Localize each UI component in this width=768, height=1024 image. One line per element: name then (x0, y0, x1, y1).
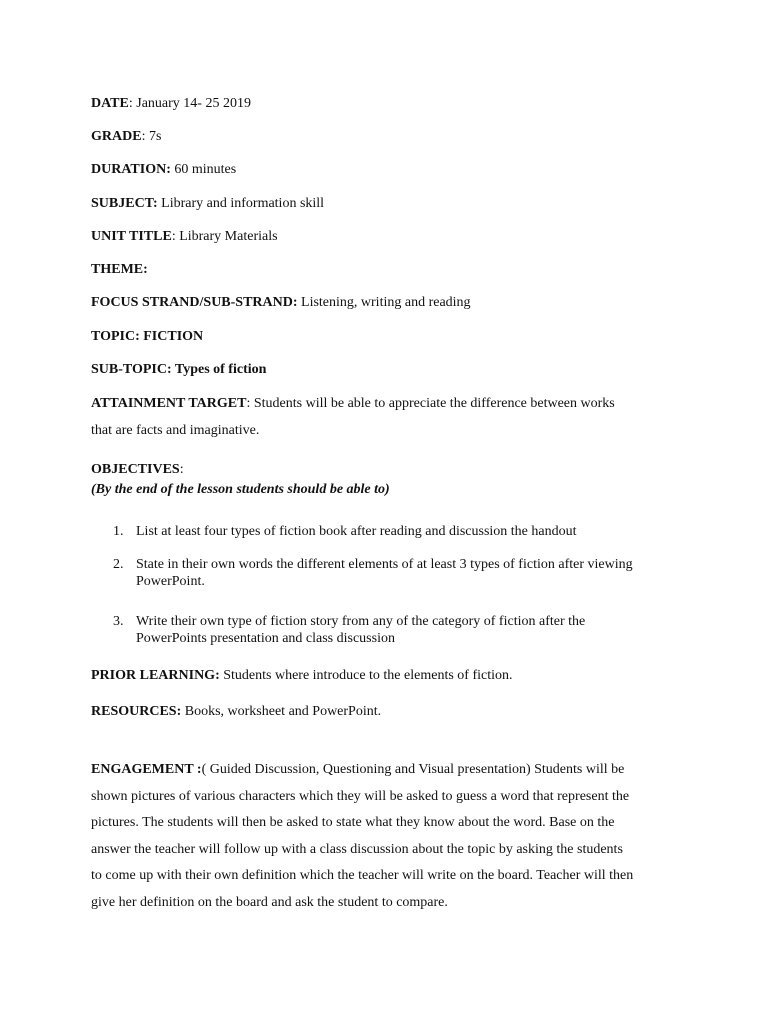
attainment-line-2: that are facts and imaginative. (91, 422, 260, 438)
focus-strand-field (91, 294, 471, 311)
theme-field (91, 261, 148, 278)
engagement-section (91, 761, 691, 921)
objective-text: List at least four types of fiction book after reading and discussion the handout (136, 524, 577, 539)
engagement-line-6: give her definition on the board and ask the student to compare. (91, 894, 448, 910)
attainment-label: ATTAINMENT TARGET (91, 396, 247, 411)
grade-sep: : (141, 129, 149, 144)
subtopic-field (91, 361, 266, 378)
objective-item-3 (113, 613, 585, 647)
date-value: January 14- 25 2019 (136, 96, 251, 111)
engagement-line-4: answer the teacher will follow up with a class discussion about the topic by asking the students (91, 841, 623, 857)
objective-item-2 (113, 556, 633, 590)
unit-title-value: Library Materials (179, 229, 278, 244)
resources-value: Books, worksheet and PowerPoint. (184, 704, 382, 719)
engagement-line-5: to come up with their own definition which the teacher will write on the board. Teacher will then (91, 868, 634, 884)
objectives-heading (91, 461, 184, 478)
date-field (91, 95, 251, 112)
topic-label: TOPIC: FICTION (91, 329, 204, 344)
objective-text: State in their own words the different elements of at least 3 types of fiction after viewing (136, 557, 633, 572)
resources-label: RESOURCES: (91, 704, 182, 719)
objectives-note: (By the end of the lesson students should be able to) (91, 482, 390, 497)
prior-learning-label: PRIOR LEARNING: (91, 668, 220, 683)
objective-number: 2. (113, 557, 124, 572)
objective-text: Write their own type of fiction story from any of the category of fiction after the (136, 614, 586, 629)
objective-text-continued: PowerPoint. (136, 574, 205, 589)
topic-field (91, 328, 203, 345)
duration-label: DURATION: (91, 162, 171, 177)
objective-number: 1. (113, 524, 124, 539)
engagement-label: ENGAGEMENT : (91, 762, 202, 777)
objective-text-continued: PowerPoints presentation and class discussion (136, 631, 395, 646)
focus-strand-value: Listening, writing and reading (301, 295, 471, 310)
engagement-line-3: pictures. The students will then be asked to state what they know about the word. Base on the (91, 815, 615, 831)
objectives-colon: : (179, 462, 184, 477)
attainment-line-1 (91, 395, 691, 422)
objective-item-1 (113, 523, 577, 540)
subject-value: Library and information skill (161, 196, 325, 211)
unit-title-sep: : (171, 229, 180, 244)
focus-strand-label: FOCUS STRAND/SUB-STRAND: (91, 295, 298, 310)
duration-field (91, 161, 236, 178)
subtopic-label: SUB-TOPIC: Types of fiction (91, 362, 267, 377)
unit-title-label: UNIT TITLE (91, 229, 172, 244)
engagement-line-2: shown pictures of various characters which they will be asked to guess a word that represent the (91, 788, 630, 804)
subject-label: SUBJECT: (91, 196, 158, 211)
grade-value: 7s (148, 129, 162, 144)
theme-label: THEME: (91, 262, 148, 277)
prior-learning-field (91, 667, 513, 684)
duration-value: 60 minutes (174, 162, 237, 177)
engagement-line-1 (91, 761, 691, 788)
objectives-label: OBJECTIVES (91, 462, 180, 477)
objective-number: 3. (113, 614, 124, 629)
resources-field (91, 703, 381, 720)
attainment-target (91, 395, 691, 448)
subject-field (91, 195, 324, 212)
attainment-sep: : (246, 396, 254, 411)
prior-learning-value: Students where introduce to the elements of fiction. (223, 668, 513, 683)
date-sep: : (128, 96, 137, 111)
unit-title-field (91, 228, 278, 245)
grade-label: GRADE (91, 129, 142, 144)
date-label: DATE (91, 96, 129, 111)
attainment-text-1: Students will be able to appreciate the difference between works (253, 396, 615, 411)
engagement-text-1: ( Guided Discussion, Questioning and Visual presentation) Students will be (201, 762, 625, 777)
grade-field (91, 128, 161, 145)
